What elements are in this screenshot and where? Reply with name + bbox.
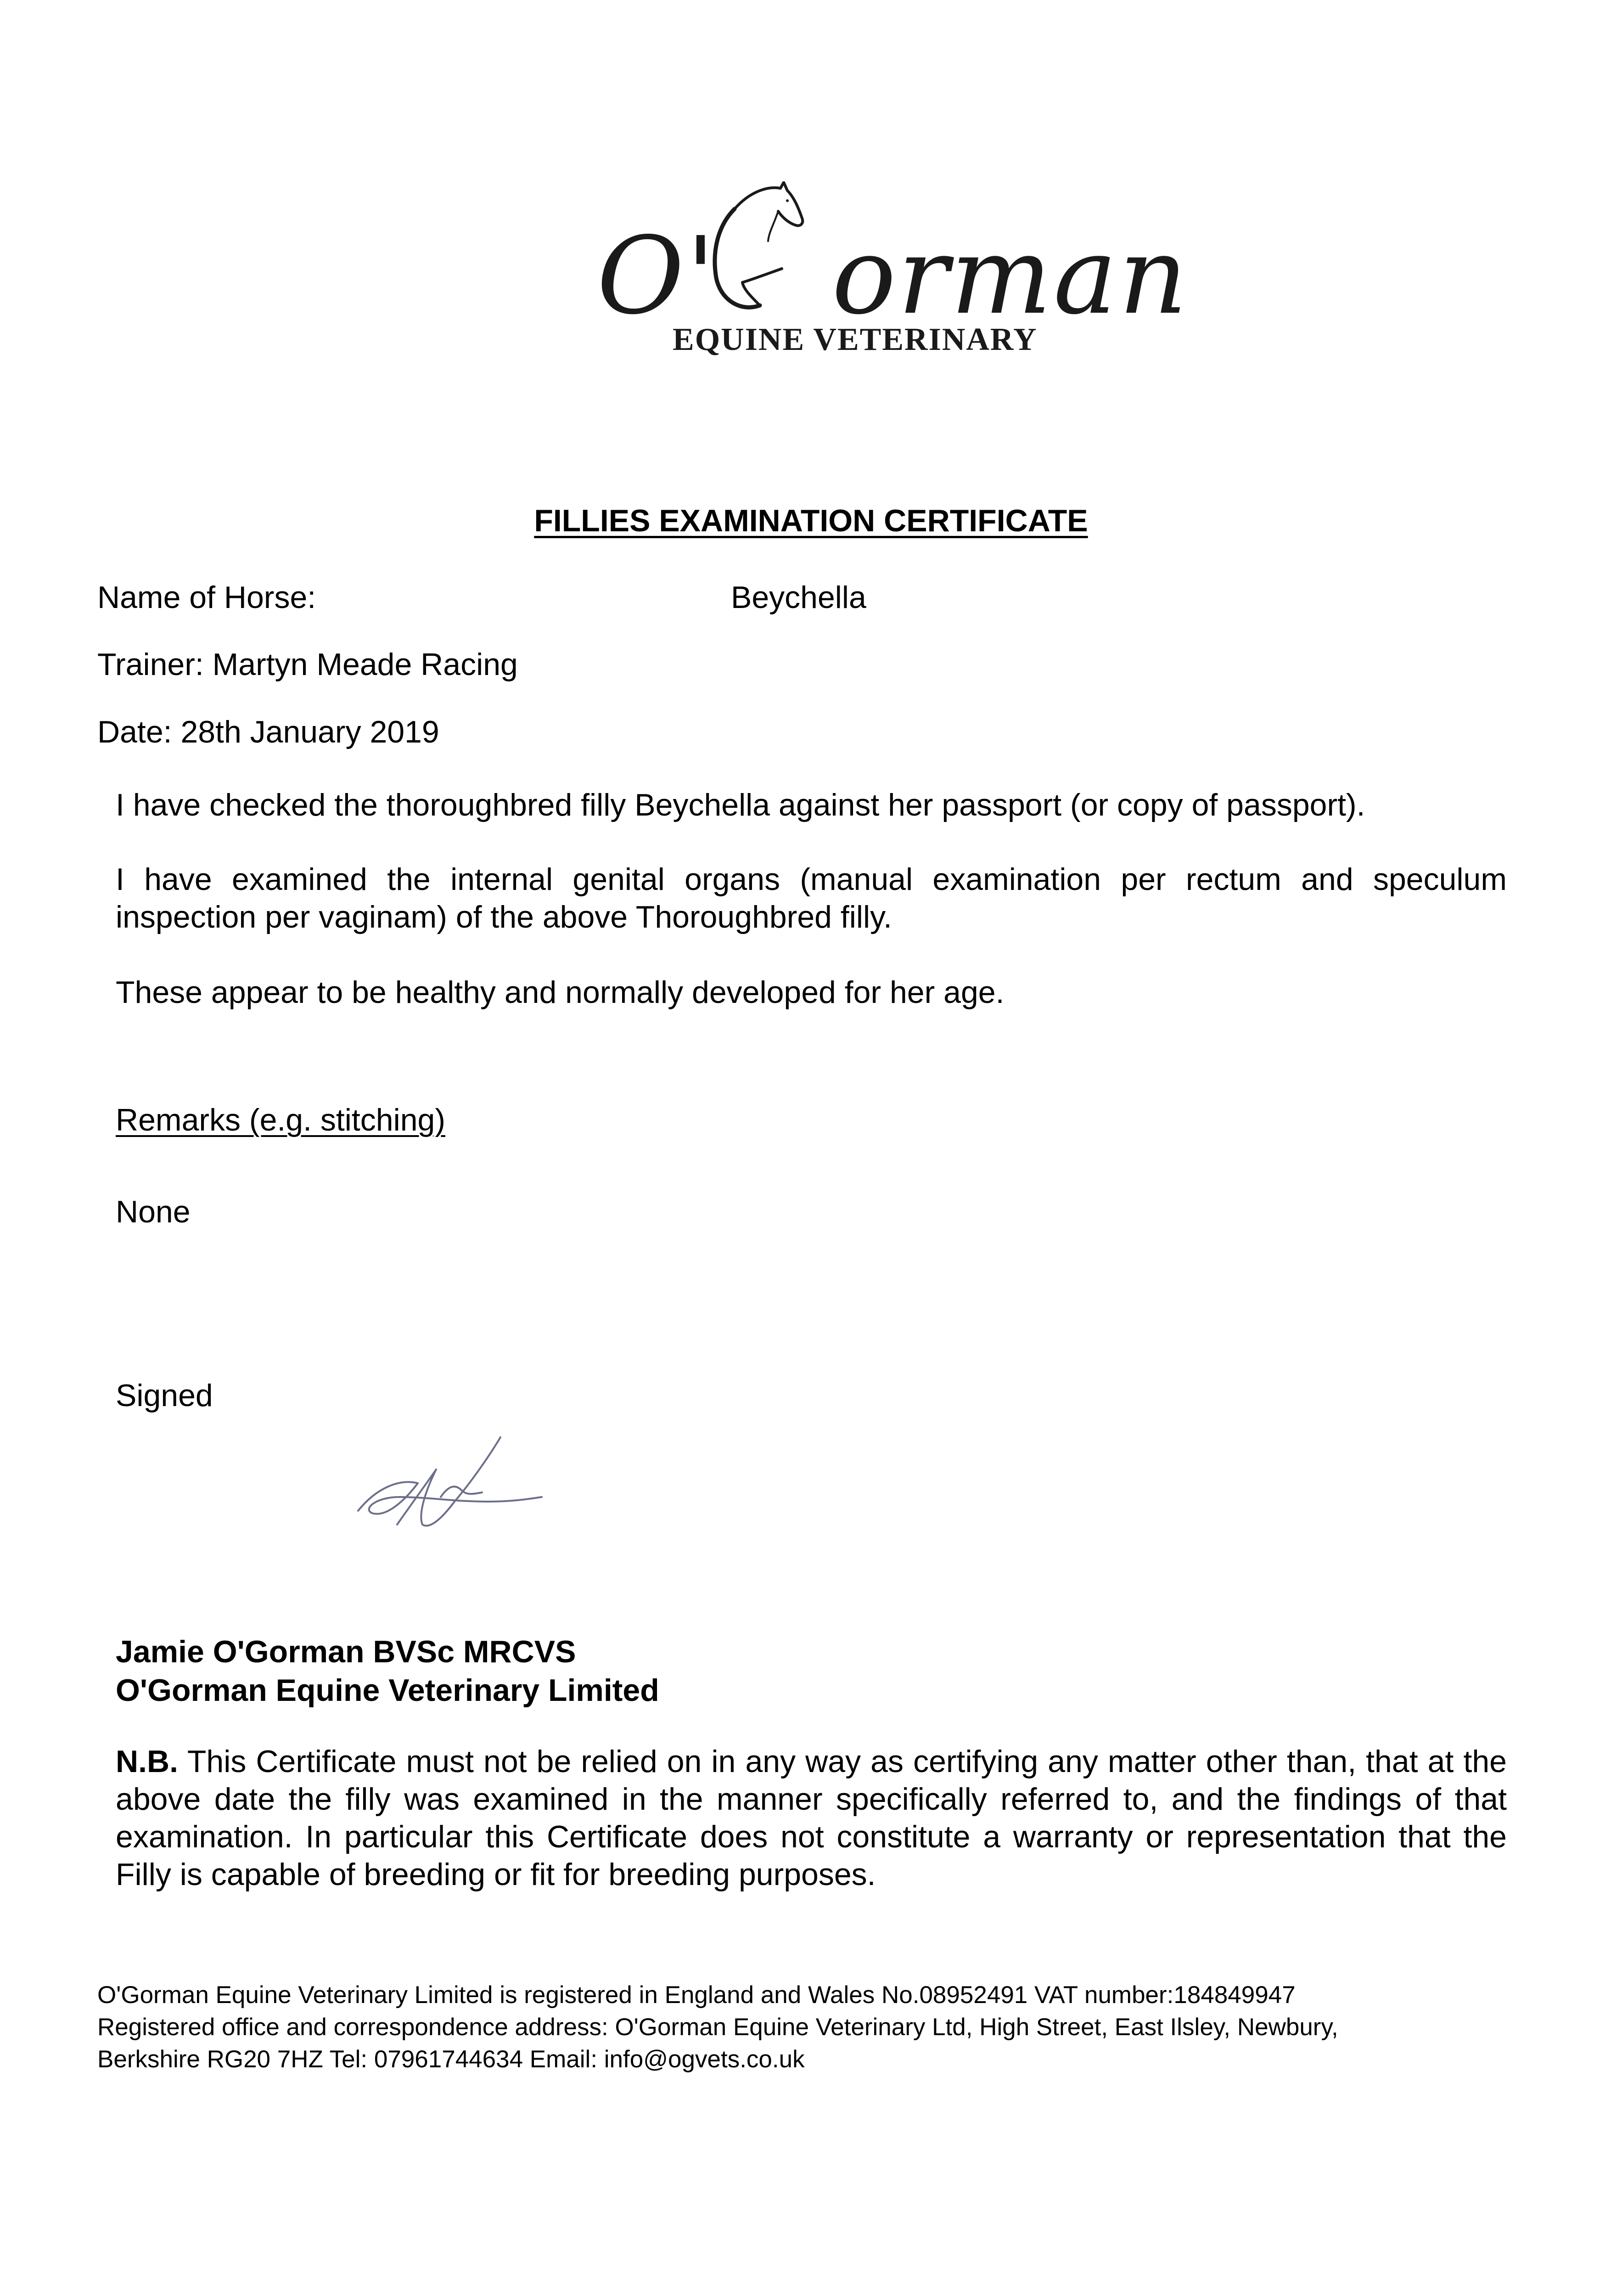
certificate-title: FILLIES EXAMINATION CERTIFICATE: [534, 503, 1088, 538]
nb-text: This Certificate must not be relied on in any way as certifying any matter other than, that at the above date the filly was examined in the manner specifically referred to, and the findings of that examination. In particular this Certificate does not constitute a warranty or representation that the Filly is capable of breeding or fit for breeding purposes.: [116, 1744, 1507, 1892]
footer: [97, 1979, 1521, 2076]
logo-wordmark-prefix: O': [597, 214, 717, 338]
logo-tagline: EQUINE VETERINARY: [673, 322, 1038, 357]
footer-registration: O'Gorman Equine Veterinary Limited is registered in England and Wales No.08952491 VAT number:184849947: [97, 1981, 1296, 2009]
nb-label: N.B.: [116, 1744, 178, 1779]
horse-name-label: Name of Horse:: [97, 580, 316, 615]
footer-address: Registered office and correspondence address: O'Gorman Equine Veterinary Ltd, High Street, East Ilsley, Newbury,: [97, 2014, 1338, 2041]
signatory-name: Jamie O'Gorman BVSc MRCVS: [116, 1634, 576, 1669]
logo-wordmark-suffix: orman: [831, 214, 1190, 338]
signatory-block: [116, 1632, 659, 1710]
signature-icon: [349, 1433, 551, 1538]
findings-paragraph: These appear to be healthy and normally developed for her age.: [116, 975, 1005, 1010]
remarks-value: None: [116, 1194, 191, 1229]
horse-name-value: Beychella: [731, 580, 866, 615]
date-line: Date: 28th January 2019: [97, 715, 439, 749]
remarks-heading: Remarks (e.g. stitching): [116, 1103, 445, 1137]
trainer-line: Trainer: Martyn Meade Racing: [97, 647, 518, 682]
horse-head-icon: [700, 181, 806, 319]
logo-wordmark: [597, 214, 1190, 338]
examination-paragraph: I have examined the internal genital organs (manual examination per rectum and speculum inspection per vaginam) of the above Thoroughbred filly.: [116, 862, 1507, 934]
signed-label: Signed: [116, 1378, 213, 1413]
passport-check-paragraph: I have checked the thoroughbred filly Beychella against her passport (or copy of passport).: [116, 788, 1365, 822]
nb-disclaimer: [116, 1743, 1507, 1893]
signatory-company: O'Gorman Equine Veterinary Limited: [116, 1673, 659, 1708]
company-logo: [588, 181, 1190, 365]
footer-contact: Berkshire RG20 7HZ Tel: 07961744634 Email: info@ogvets.co.uk: [97, 2046, 805, 2073]
